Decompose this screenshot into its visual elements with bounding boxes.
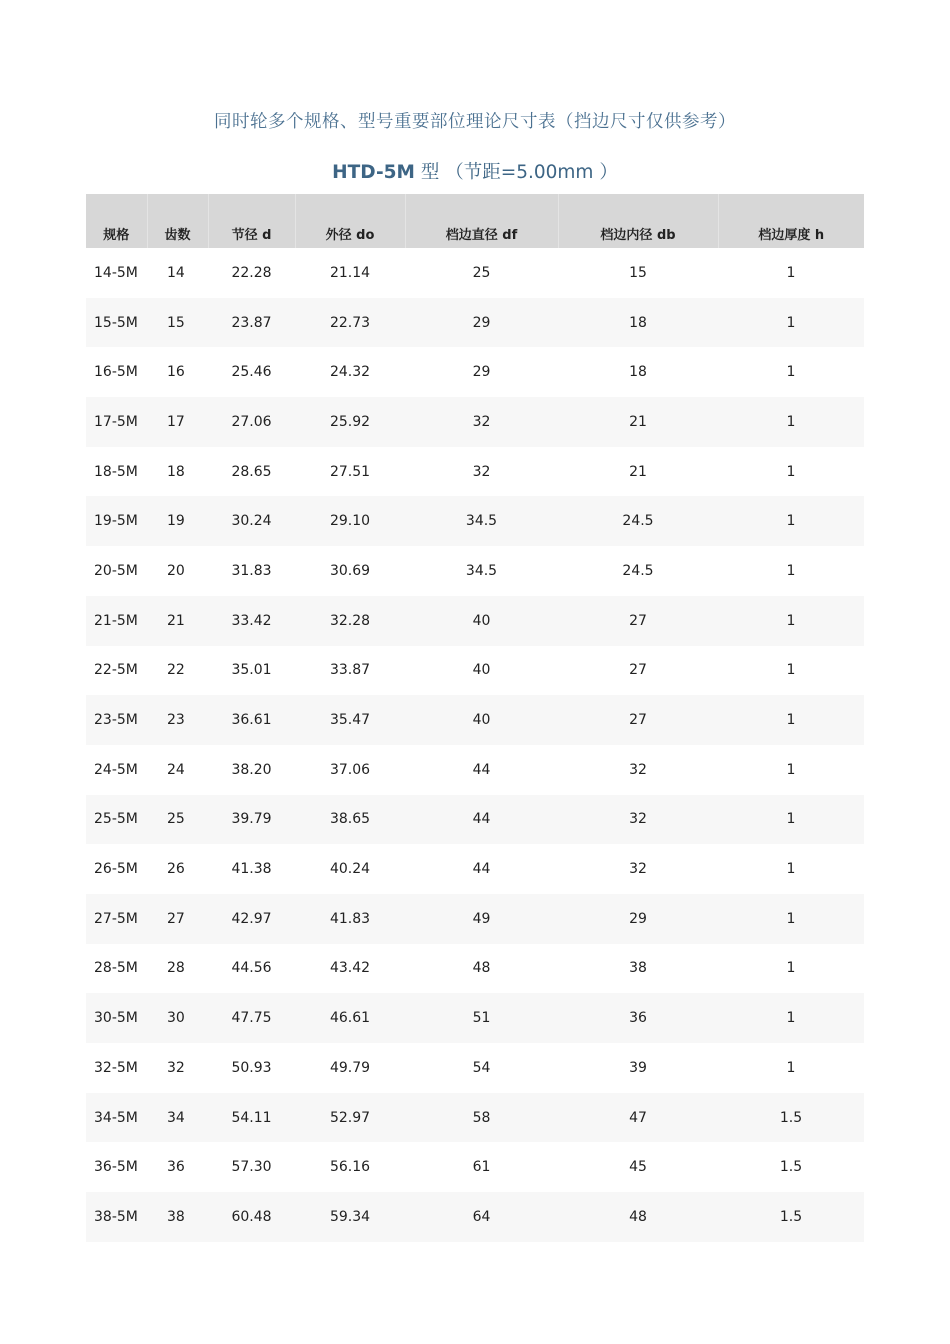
flange-inner-diameter-cell: 29 xyxy=(558,894,718,944)
table-row xyxy=(86,795,864,845)
spec-cell: 38-5M xyxy=(86,1192,147,1242)
teeth-cell: 16 xyxy=(167,364,185,381)
outer-diameter-cell: 24.32 xyxy=(329,364,371,381)
table-row xyxy=(86,844,864,894)
pitch-diameter-cell: 25.46 xyxy=(231,364,272,381)
flange-diameter-cell: 29 xyxy=(405,298,558,348)
outer-diameter-cell: 37.06 xyxy=(329,761,371,778)
spec-cell: 16-5M xyxy=(94,364,138,381)
spec-cell: 15-5M xyxy=(86,298,147,348)
outer-diameter-cell: 56.16 xyxy=(329,1159,371,1176)
flange-inner-diameter-cell: 18 xyxy=(629,364,647,381)
spec-cell: 17-5M xyxy=(86,397,147,447)
table-row xyxy=(86,397,864,447)
flange-diameter-cell: 64 xyxy=(405,1192,558,1242)
pitch-diameter-cell: 47.75 xyxy=(208,993,295,1043)
flange-inner-diameter-cell: 24.5 xyxy=(622,562,654,579)
table-row xyxy=(86,993,864,1043)
flange-thickness-cell: 1 xyxy=(718,993,864,1043)
outer-diameter-cell: 43.42 xyxy=(329,960,371,977)
spec-cell: 26-5M xyxy=(94,861,138,878)
flange-diameter-cell: 40 xyxy=(405,596,558,646)
flange-diameter-cell: 34.5 xyxy=(405,496,558,546)
outer-diameter-cell: 25.92 xyxy=(295,397,405,447)
teeth-cell: 14 xyxy=(167,264,185,281)
spec-cell: 20-5M xyxy=(94,562,138,579)
flange-inner-diameter-cell: 21 xyxy=(629,463,647,480)
flange-thickness-cell: 1.5 xyxy=(779,1159,803,1176)
model-name: HTD-5M xyxy=(332,162,415,183)
pitch-diameter-cell: 60.48 xyxy=(208,1192,295,1242)
flange-diameter-cell: 40 xyxy=(472,662,491,679)
flange-inner-diameter-cell: 24.5 xyxy=(558,496,718,546)
flange-inner-diameter-cell: 47 xyxy=(558,1093,718,1143)
flange-diameter-cell: 44 xyxy=(405,795,558,845)
pitch-diameter-cell: 39.79 xyxy=(208,795,295,845)
pitch-diameter-cell: 30.24 xyxy=(208,496,295,546)
flange-thickness-cell: 1 xyxy=(786,861,796,878)
flange-inner-diameter-cell: 32 xyxy=(629,761,647,778)
flange-inner-diameter-cell: 36 xyxy=(558,993,718,1043)
teeth-cell: 26 xyxy=(167,861,185,878)
flange-diameter-cell: 32 xyxy=(405,397,558,447)
table-row xyxy=(86,447,864,497)
flange-diameter-cell: 61 xyxy=(472,1159,491,1176)
spec-cell: 23-5M xyxy=(86,695,147,745)
header-flange-inner-diameter: 档边内径 db xyxy=(558,194,718,248)
teeth-cell: 17 xyxy=(147,397,208,447)
pitch-diameter-cell: 23.87 xyxy=(208,298,295,348)
spec-cell: 18-5M xyxy=(94,463,138,480)
teeth-cell: 27 xyxy=(147,894,208,944)
outer-diameter-cell: 52.97 xyxy=(295,1093,405,1143)
flange-inner-diameter-cell: 48 xyxy=(558,1192,718,1242)
flange-diameter-cell: 51 xyxy=(405,993,558,1043)
flange-diameter-cell: 25 xyxy=(472,264,491,281)
flange-thickness-cell: 1 xyxy=(786,463,796,480)
table-row xyxy=(86,596,864,646)
table-row xyxy=(86,546,864,596)
flange-inner-diameter-cell: 15 xyxy=(629,264,647,281)
table-row xyxy=(86,347,864,397)
table-row xyxy=(86,298,864,348)
pitch-diameter-cell: 50.93 xyxy=(231,1059,272,1076)
outer-diameter-cell: 27.51 xyxy=(329,463,371,480)
spec-cell: 34-5M xyxy=(86,1093,147,1143)
dimension-table xyxy=(86,194,864,1242)
teeth-cell: 30 xyxy=(147,993,208,1043)
outer-diameter-cell: 22.73 xyxy=(295,298,405,348)
table-row xyxy=(86,745,864,795)
pitch-diameter-cell: 36.61 xyxy=(208,695,295,745)
outer-diameter-cell: 59.34 xyxy=(295,1192,405,1242)
header-flange-thickness: 档边厚度 h xyxy=(718,194,864,248)
flange-inner-diameter-cell: 38 xyxy=(629,960,647,977)
pitch-note: 型 （节距=5.00mm ） xyxy=(414,162,618,183)
table-row xyxy=(86,496,864,546)
teeth-cell: 38 xyxy=(147,1192,208,1242)
flange-inner-diameter-cell: 18 xyxy=(558,298,718,348)
flange-diameter-cell: 58 xyxy=(405,1093,558,1143)
pitch-diameter-cell: 35.01 xyxy=(231,662,272,679)
teeth-cell: 32 xyxy=(167,1059,185,1076)
pitch-diameter-cell: 44.56 xyxy=(231,960,272,977)
teeth-cell: 25 xyxy=(147,795,208,845)
flange-thickness-cell: 1 xyxy=(786,662,796,679)
outer-diameter-cell: 35.47 xyxy=(295,695,405,745)
outer-diameter-cell: 40.24 xyxy=(329,861,371,878)
flange-inner-diameter-cell: 45 xyxy=(629,1159,647,1176)
teeth-cell: 28 xyxy=(167,960,185,977)
spec-cell: 24-5M xyxy=(94,761,138,778)
table-subtitle xyxy=(0,158,950,184)
flange-thickness-cell: 1 xyxy=(718,298,864,348)
flange-thickness-cell: 1 xyxy=(786,1059,796,1076)
table-header-row xyxy=(86,194,864,248)
pitch-diameter-cell: 28.65 xyxy=(231,463,272,480)
pitch-diameter-cell: 41.38 xyxy=(231,861,272,878)
flange-thickness-cell: 1.5 xyxy=(718,1192,864,1242)
flange-diameter-cell: 48 xyxy=(472,960,491,977)
spec-cell: 28-5M xyxy=(94,960,138,977)
table-row xyxy=(86,894,864,944)
spec-cell: 19-5M xyxy=(86,496,147,546)
flange-diameter-cell: 44 xyxy=(472,861,491,878)
pitch-diameter-cell: 33.42 xyxy=(208,596,295,646)
spec-cell: 21-5M xyxy=(86,596,147,646)
flange-inner-diameter-cell: 27 xyxy=(558,695,718,745)
table-row xyxy=(86,1093,864,1143)
flange-thickness-cell: 1.5 xyxy=(718,1093,864,1143)
pitch-diameter-cell: 27.06 xyxy=(208,397,295,447)
flange-inner-diameter-cell: 27 xyxy=(629,662,647,679)
flange-thickness-cell: 1 xyxy=(786,364,796,381)
flange-inner-diameter-cell: 32 xyxy=(558,795,718,845)
outer-diameter-cell: 38.65 xyxy=(295,795,405,845)
flange-diameter-cell: 40 xyxy=(405,695,558,745)
outer-diameter-cell: 21.14 xyxy=(329,264,371,281)
outer-diameter-cell: 46.61 xyxy=(295,993,405,1043)
flange-thickness-cell: 1 xyxy=(786,264,796,281)
pitch-diameter-cell: 38.20 xyxy=(231,761,272,778)
teeth-cell: 23 xyxy=(147,695,208,745)
spec-cell: 32-5M xyxy=(94,1059,138,1076)
header-spec: 规格 xyxy=(86,194,147,248)
table-row xyxy=(86,695,864,745)
flange-inner-diameter-cell: 32 xyxy=(629,861,647,878)
spec-cell: 30-5M xyxy=(86,993,147,1043)
teeth-cell: 22 xyxy=(167,662,185,679)
table-row xyxy=(86,944,864,994)
spec-cell: 25-5M xyxy=(86,795,147,845)
header-outer-diameter: 外径 do xyxy=(295,194,405,248)
teeth-cell: 24 xyxy=(167,761,185,778)
flange-thickness-cell: 1 xyxy=(718,397,864,447)
teeth-cell: 34 xyxy=(147,1093,208,1143)
flange-thickness-cell: 1 xyxy=(718,894,864,944)
flange-thickness-cell: 1 xyxy=(718,795,864,845)
spec-cell: 14-5M xyxy=(94,264,138,281)
outer-diameter-cell: 41.83 xyxy=(295,894,405,944)
teeth-cell: 21 xyxy=(147,596,208,646)
pitch-diameter-cell: 57.30 xyxy=(231,1159,272,1176)
flange-thickness-cell: 1 xyxy=(786,562,796,579)
table-row xyxy=(86,1142,864,1192)
flange-inner-diameter-cell: 21 xyxy=(558,397,718,447)
flange-thickness-cell: 1 xyxy=(718,695,864,745)
outer-diameter-cell: 30.69 xyxy=(329,562,371,579)
spec-cell: 36-5M xyxy=(94,1159,138,1176)
table-row xyxy=(86,1043,864,1093)
header-teeth: 齿数 xyxy=(147,194,208,248)
pitch-diameter-cell: 22.28 xyxy=(231,264,272,281)
teeth-cell: 19 xyxy=(147,496,208,546)
teeth-cell: 18 xyxy=(167,463,185,480)
flange-diameter-cell: 54 xyxy=(472,1059,491,1076)
flange-inner-diameter-cell: 27 xyxy=(558,596,718,646)
teeth-cell: 36 xyxy=(167,1159,185,1176)
flange-thickness-cell: 1 xyxy=(718,596,864,646)
spec-cell: 27-5M xyxy=(86,894,147,944)
outer-diameter-cell: 32.28 xyxy=(295,596,405,646)
table-row xyxy=(86,248,864,298)
table-row xyxy=(86,646,864,696)
teeth-cell: 20 xyxy=(167,562,185,579)
flange-diameter-cell: 29 xyxy=(472,364,491,381)
document-title: 同时轮多个规格、型号重要部位理论尺寸表（挡边尺寸仅供参考） xyxy=(214,112,736,132)
outer-diameter-cell: 33.87 xyxy=(329,662,371,679)
outer-diameter-cell: 29.10 xyxy=(295,496,405,546)
spec-cell: 22-5M xyxy=(94,662,138,679)
flange-diameter-cell: 44 xyxy=(472,761,491,778)
teeth-cell: 15 xyxy=(147,298,208,348)
pitch-diameter-cell: 42.97 xyxy=(208,894,295,944)
pitch-diameter-cell: 54.11 xyxy=(208,1093,295,1143)
flange-thickness-cell: 1 xyxy=(786,761,796,778)
flange-diameter-cell: 34.5 xyxy=(465,562,498,579)
flange-inner-diameter-cell: 39 xyxy=(629,1059,647,1076)
flange-diameter-cell: 49 xyxy=(405,894,558,944)
outer-diameter-cell: 49.79 xyxy=(329,1059,371,1076)
table-row xyxy=(86,1192,864,1242)
header-flange-diameter: 档边直径 df xyxy=(405,194,558,248)
pitch-diameter-cell: 31.83 xyxy=(231,562,272,579)
header-pitch-diameter: 节径 d xyxy=(208,194,295,248)
flange-thickness-cell: 1 xyxy=(718,496,864,546)
flange-diameter-cell: 32 xyxy=(472,463,491,480)
flange-thickness-cell: 1 xyxy=(786,960,796,977)
